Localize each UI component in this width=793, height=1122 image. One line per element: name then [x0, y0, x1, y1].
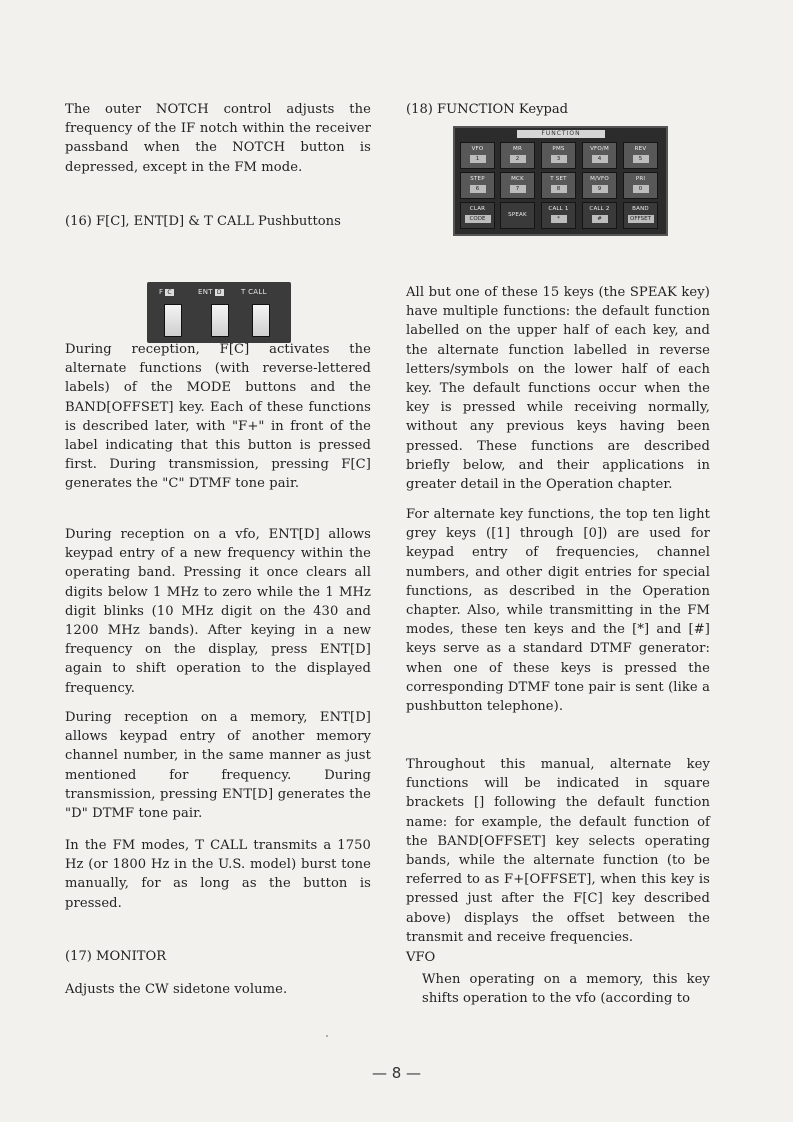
pb-label-f: F [159, 288, 164, 296]
key-vfo[interactable]: VFO 1 [460, 142, 495, 169]
keypad-overview-paragraph: All but one of these 15 keys (the SPEAK key) have multiple functions: the default function labelled on the upper half of each key, and the alternate function labelled in reverse letters/symbols on the lower half of each key. The default functions occur when the key is pressed while receiving normally, without any previous keys having been pressed. These functions are described briefly below, and their applications in greater detail in the Operation chapter. [406, 285, 710, 493]
heading-vfo: VFO [406, 950, 436, 965]
ent-memory-paragraph: During reception on a memory, ENT[D] allows keypad entry of another memory channel number, in the same manner as just mentioned for frequency. During transmission, pressing ENT[D] generates the "D" DTMF tone pair. [65, 710, 371, 822]
alternate-functions-paragraph: For alternate key functions, the top ten light grey keys ([1] through [0]) are used for keypad entry of frequencies, channel numbers, and other digit entries for special functions, as described in the Operation chapter. Also, while transmitting in the FM modes, these ten keys and the [*] and [#] keys serve as a standard DTMF generator: when one of these keys is pressed the corresponding DTMF tone pair is sent (like a pushbutton telephone). [406, 507, 710, 715]
key-pms[interactable]: PMS 3 [541, 142, 576, 169]
keypad-title: FUNCTION [517, 130, 605, 138]
heading-16: (16) F[C], ENT[D] & T CALL Pushbuttons [65, 214, 341, 229]
key-call2[interactable]: CALL 2 # [582, 202, 617, 229]
key-step[interactable]: STEP 6 [460, 172, 495, 199]
key-m-vfo[interactable]: M/VFO 9 [582, 172, 617, 199]
key-band[interactable]: BAND OFFSET [623, 202, 658, 229]
key-speak[interactable]: SPEAK [500, 202, 535, 229]
key-call1[interactable]: CALL 1 * [541, 202, 576, 229]
tcall-paragraph: In the FM modes, T CALL transmits a 1750 Hz (or 1800 Hz in the U.S. model) burst tone manually, for as long as the button is pressed. [65, 838, 371, 911]
pb-chip-d: D [216, 289, 222, 296]
pb-label-ent: ENT [198, 288, 213, 296]
fc-paragraph: During reception, F[C] activates the alternate functions (with reverse-lettered labels) of the MODE buttons and the BAND[OFFSET] key. Each of these functions is described later, with "F+" in front of the label indicating that this button is pressed first. During transmission, pressing F[C] generates the "C" DTMF tone pair. [65, 342, 371, 492]
f-pushbutton[interactable] [164, 304, 182, 337]
page-number: — 8 — [371, 1064, 422, 1082]
key-mck[interactable]: MCK 7 [500, 172, 535, 199]
vfo-paragraph: When operating on a memory, this key shifts operation to the vfo (according to [422, 972, 710, 1007]
function-keypad-photo [453, 126, 668, 236]
key-rev[interactable]: REV 5 [623, 142, 658, 169]
heading-17: (17) MONITOR [65, 949, 167, 964]
key-clar[interactable]: CLAR CODE [460, 202, 495, 229]
key-pri[interactable]: PRI 0 [623, 172, 658, 199]
notation-paragraph: Throughout this manual, alternate key functions will be indicated in square brackets [] following the default function name: for example, the default function of the BAND[OFFSET] key selects operating bands, while the alternate function (to be referred to as F+[OFFSET], when this key is pressed just after the F[C] key described above) displays the offset between the transmit and receive frequencies. [406, 757, 710, 945]
notch-paragraph: The outer NOTCH control adjusts the frequency of the IF notch within the receiver passband when the NOTCH button is depressed, except in the FM mode. [65, 102, 371, 175]
ent-pushbutton[interactable] [211, 304, 229, 337]
key-tset[interactable]: T SET 8 [541, 172, 576, 199]
heading-18: (18) FUNCTION Keypad [406, 102, 569, 117]
pb-label-tcall: T CALL [241, 288, 267, 296]
pb-chip-c: C [167, 289, 172, 296]
key-mr[interactable]: MR 2 [500, 142, 535, 169]
monitor-paragraph: Adjusts the CW sidetone volume. [65, 982, 288, 997]
page-speck [326, 1035, 328, 1037]
key-vfo-m[interactable]: VFO/M 4 [582, 142, 617, 169]
tcall-pushbutton[interactable] [252, 304, 270, 337]
pushbutton-panel [147, 282, 291, 343]
ent-vfo-paragraph: During reception on a vfo, ENT[D] allows keypad entry of a new frequency within the operating band. Pressing it once clears all digits below 1 MHz to zero while the 1 MHz digit blinks (10 MHz digit on the 430 and 1200 MHz bands). After keying in a new frequency on the display, press ENT[D] again to shift operation to the displayed frequency. [65, 527, 371, 696]
